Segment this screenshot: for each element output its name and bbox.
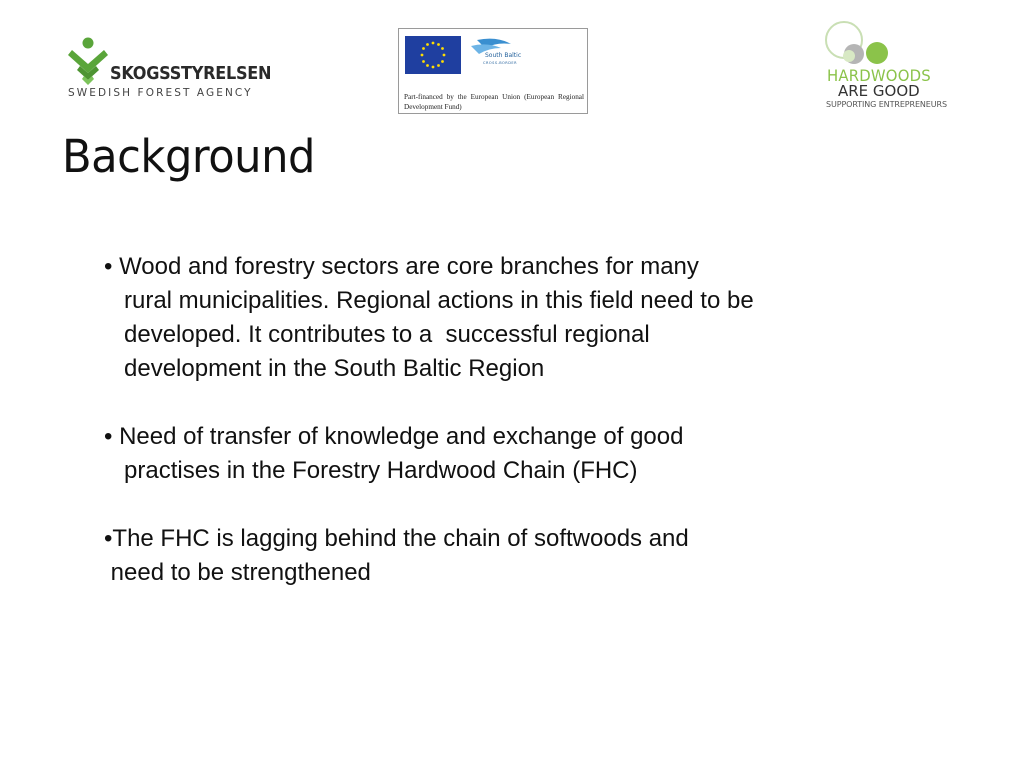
agency-subtitle: SWEDISH FOREST AGENCY [68,87,253,99]
bullet-paragraph [104,420,924,488]
bullet-line: need to be strengthened [104,559,371,586]
bullet-list [104,250,924,624]
south-baltic-name: South Baltic [485,52,522,59]
hardwoods-circles-icon [824,18,974,70]
eu-flag-icon [405,36,461,74]
hardwoods-line3: SUPPORTING ENTREPRENEURS [826,100,947,109]
hardwoods-line1: HARDWOODS [827,66,931,85]
bullet-paragraph [104,522,924,590]
slide-title: Background [62,130,315,183]
bullet-paragraph [104,250,924,386]
hardwoods-line2: ARE GOOD [838,82,920,100]
bullet-line: • Wood and forestry sectors are core branches for many [104,253,699,280]
skogsstyrelsen-logo [66,36,272,102]
bullet-line: practises in the Forestry Hardwood Chain (FHC) [104,457,638,484]
bullet-line: •The FHC is lagging behind the chain of softwoods and [104,525,689,552]
bullet-line: development in the South Baltic Region [104,355,545,382]
bullet-line: • Need of transfer of knowledge and exchange of good [104,423,684,450]
skogsstyrelsen-mark-icon [66,36,110,86]
eu-funding-logo [398,28,588,114]
hardwoods-logo [824,18,974,114]
bullet-line: rural municipalities. Regional actions in this field need to be [104,287,754,314]
south-baltic-sub: CROSS-BORDER [483,61,518,65]
bullet-line: developed. It contributes to a successful regional [104,321,650,348]
agency-name: SKOGSSTYRELSEN [110,64,272,84]
funding-note: Part-financed by the European Union (European Regional Development Fund) [404,93,584,111]
